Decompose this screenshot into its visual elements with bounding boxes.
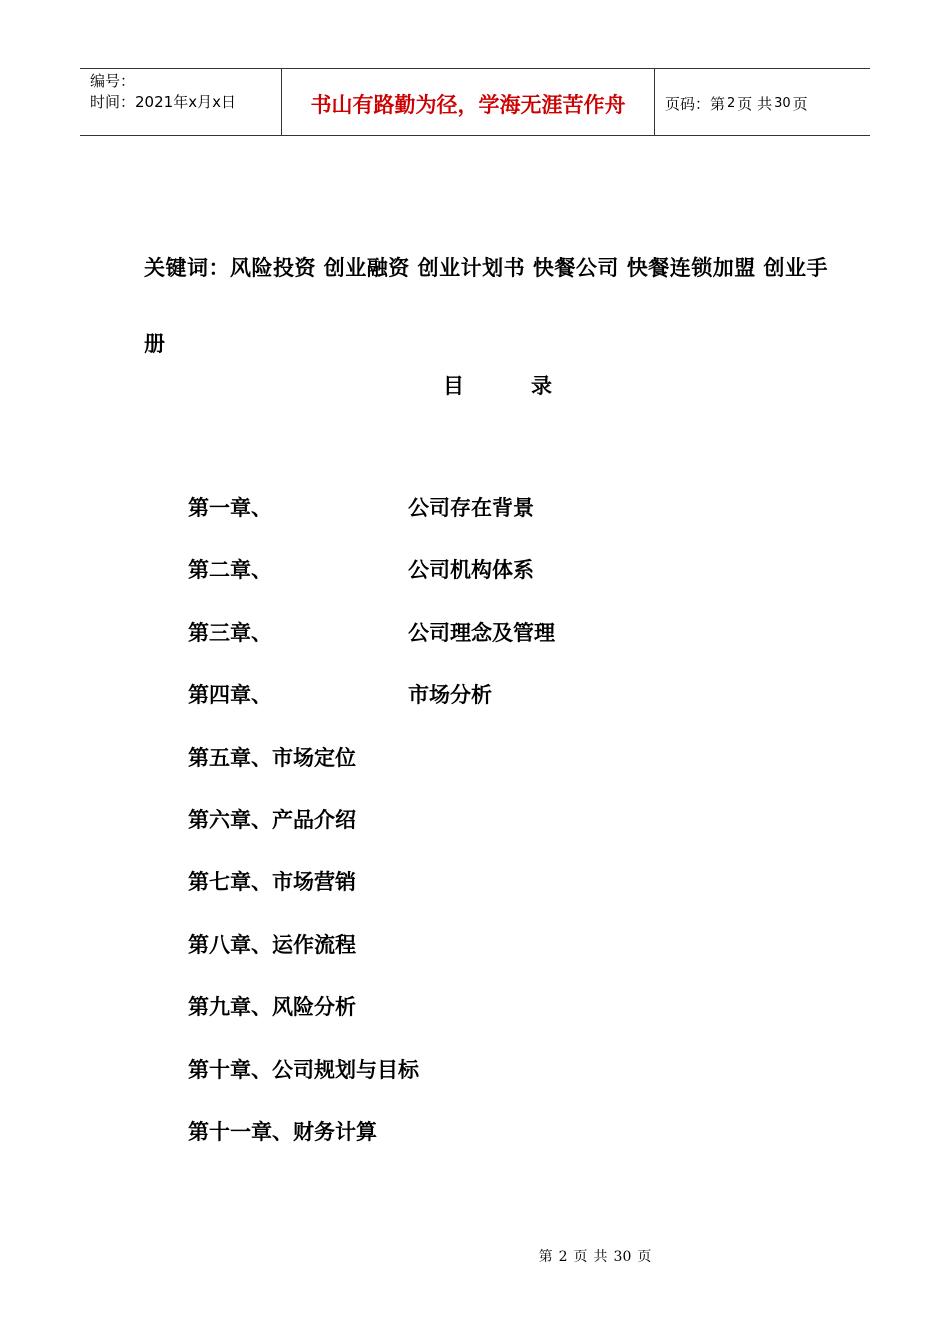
toc-chapter-title: 市场分析 <box>408 683 492 708</box>
header-page-end: 页 <box>792 94 808 113</box>
footer-current-page: 2 <box>558 1249 568 1265</box>
header-page-mid: 页 共 <box>737 94 773 113</box>
toc-chapter-label: 第七章、市场营销 <box>188 870 356 895</box>
footer-prefix: 第 <box>538 1249 553 1265</box>
table-of-contents <box>188 492 788 1178</box>
footer-total-word: 共 <box>593 1249 608 1265</box>
toc-chapter-label: 第一章、 <box>188 496 272 520</box>
page-header <box>80 68 870 136</box>
toc-chapter-title: 公司机构体系 <box>408 558 534 583</box>
header-time-value: 2021年x月x日 <box>135 93 236 111</box>
toc-item <box>188 866 788 928</box>
toc-chapter-label: 第三章、 <box>188 620 272 645</box>
toc-item <box>188 804 788 866</box>
toc-chapter-label: 第四章、 <box>188 683 272 708</box>
toc-item <box>188 679 788 741</box>
footer-suffix: 页 <box>637 1249 652 1265</box>
toc-chapter-label: 第五章、市场定位 <box>188 745 356 770</box>
toc-chapter-label: 第十章、公司规划与目标 <box>188 1057 419 1082</box>
toc-chapter-label: 第十一章、财务计算 <box>188 1119 377 1144</box>
toc-title-char2: 录 <box>531 374 552 398</box>
toc-chapter-label: 第八章、运作流程 <box>188 932 356 957</box>
toc-item <box>188 617 788 679</box>
header-page-current: 2 <box>727 95 736 111</box>
footer-page-word: 页 <box>573 1249 588 1265</box>
header-motto: 书山有路勤为径，学海无涯苦作舟 <box>281 69 655 135</box>
toc-item <box>188 742 788 804</box>
header-number-label: 编号： <box>90 72 136 90</box>
toc-item <box>188 929 788 991</box>
toc-item <box>188 991 788 1053</box>
header-page-label: 页码：第 <box>665 94 726 113</box>
header-page-total: 30 <box>774 95 791 111</box>
toc-chapter-title: 公司理念及管理 <box>408 620 555 645</box>
header-time <box>90 92 281 113</box>
header-time-label: 时间： <box>90 93 136 111</box>
toc-item <box>188 554 788 616</box>
toc-item <box>188 1054 788 1116</box>
toc-item <box>188 1116 788 1178</box>
toc-chapter-label: 第六章、产品介绍 <box>188 807 356 832</box>
toc-chapter-label: 第二章、 <box>188 558 272 583</box>
page-footer <box>0 1246 950 1266</box>
toc-chapter-label: 第九章、风险分析 <box>188 995 356 1020</box>
header-meta <box>80 69 281 135</box>
header-page-info <box>655 69 870 135</box>
toc-title-char1: 目 <box>443 374 464 398</box>
toc-item <box>188 492 788 554</box>
footer-total-pages: 30 <box>613 1249 632 1265</box>
toc-chapter-title: 公司存在背景 <box>408 496 534 520</box>
keywords-line: 关键词：风险投资 创业融资 创业计划书 快餐公司 快餐连锁加盟 创业手册 <box>144 256 829 356</box>
